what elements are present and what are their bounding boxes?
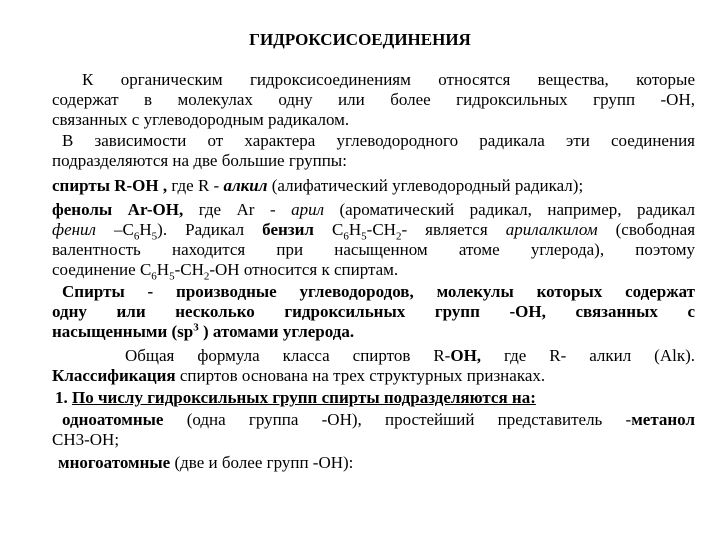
general-formula-line: Общая формула класса спиртов R-ОН, где R- алкил (Alк).	[125, 346, 695, 365]
polyhydric-line: многоатомные (две и более групп -ОН):	[58, 453, 354, 472]
classification-line: Классификация спиртов основана на трех структурных признаках.	[52, 366, 546, 385]
alcohol-definition-line-3: насыщенными ($sp^3$ ) атомами углерода.	[52, 321, 355, 341]
paragraph-intro-line-2: содержат в молекулах одну или более гидроксильных групп -ОН,	[52, 90, 695, 109]
monohydric-line-1: одноатомные (одна группа -ОН), простейший представитель -метанол	[62, 410, 695, 429]
paragraph-intro-line-1: К органическим гидроксисоединениям относятся вещества, которые	[82, 70, 695, 89]
paragraph-groups-line-2: подразделяются на две большие группы:	[52, 151, 347, 170]
paragraph-intro-line-3: связанных с углеводородным радикалом.	[52, 110, 350, 129]
paragraph-groups-line-1: В зависимости от характера углеводородного радикала эти соединения	[62, 131, 695, 150]
phenols-line-3: валентность находится при насыщенном атоме углерода), поэтому	[52, 240, 695, 259]
monohydric-line-2: CH3-OH;	[52, 430, 120, 449]
list-number: 1.	[55, 388, 68, 407]
phenols-line-1: фенолы Ar-OH, где Ar - арил (ароматический радикал, например, радикал	[52, 200, 695, 219]
alcohol-definition-line-2: одну или несколько гидроксильных групп -ОН, связанных с	[52, 302, 695, 321]
phenols-line-4: соединение $C_6H_5-CH_2-OH$ относится к спиртам.	[52, 260, 399, 283]
alcohol-definition-line-1: Спирты - производные углеводородов, молекулы которых содержат	[62, 282, 695, 301]
phenols-line-2: фенил $-C_6H_5$). Радикал бензил $C_6H_5-CH_2-$ является арилалкилом (свободная	[52, 220, 696, 243]
alcohols-definition-line: спирты R-OH , где R - алкил (алифатический углеводородный радикал);	[52, 176, 584, 195]
page-title: ГИДРОКСИСОЕДИНЕНИЯ	[249, 30, 471, 49]
list-item-1: 1. По числу гидроксильных групп спирты подразделяются на:	[55, 388, 536, 407]
